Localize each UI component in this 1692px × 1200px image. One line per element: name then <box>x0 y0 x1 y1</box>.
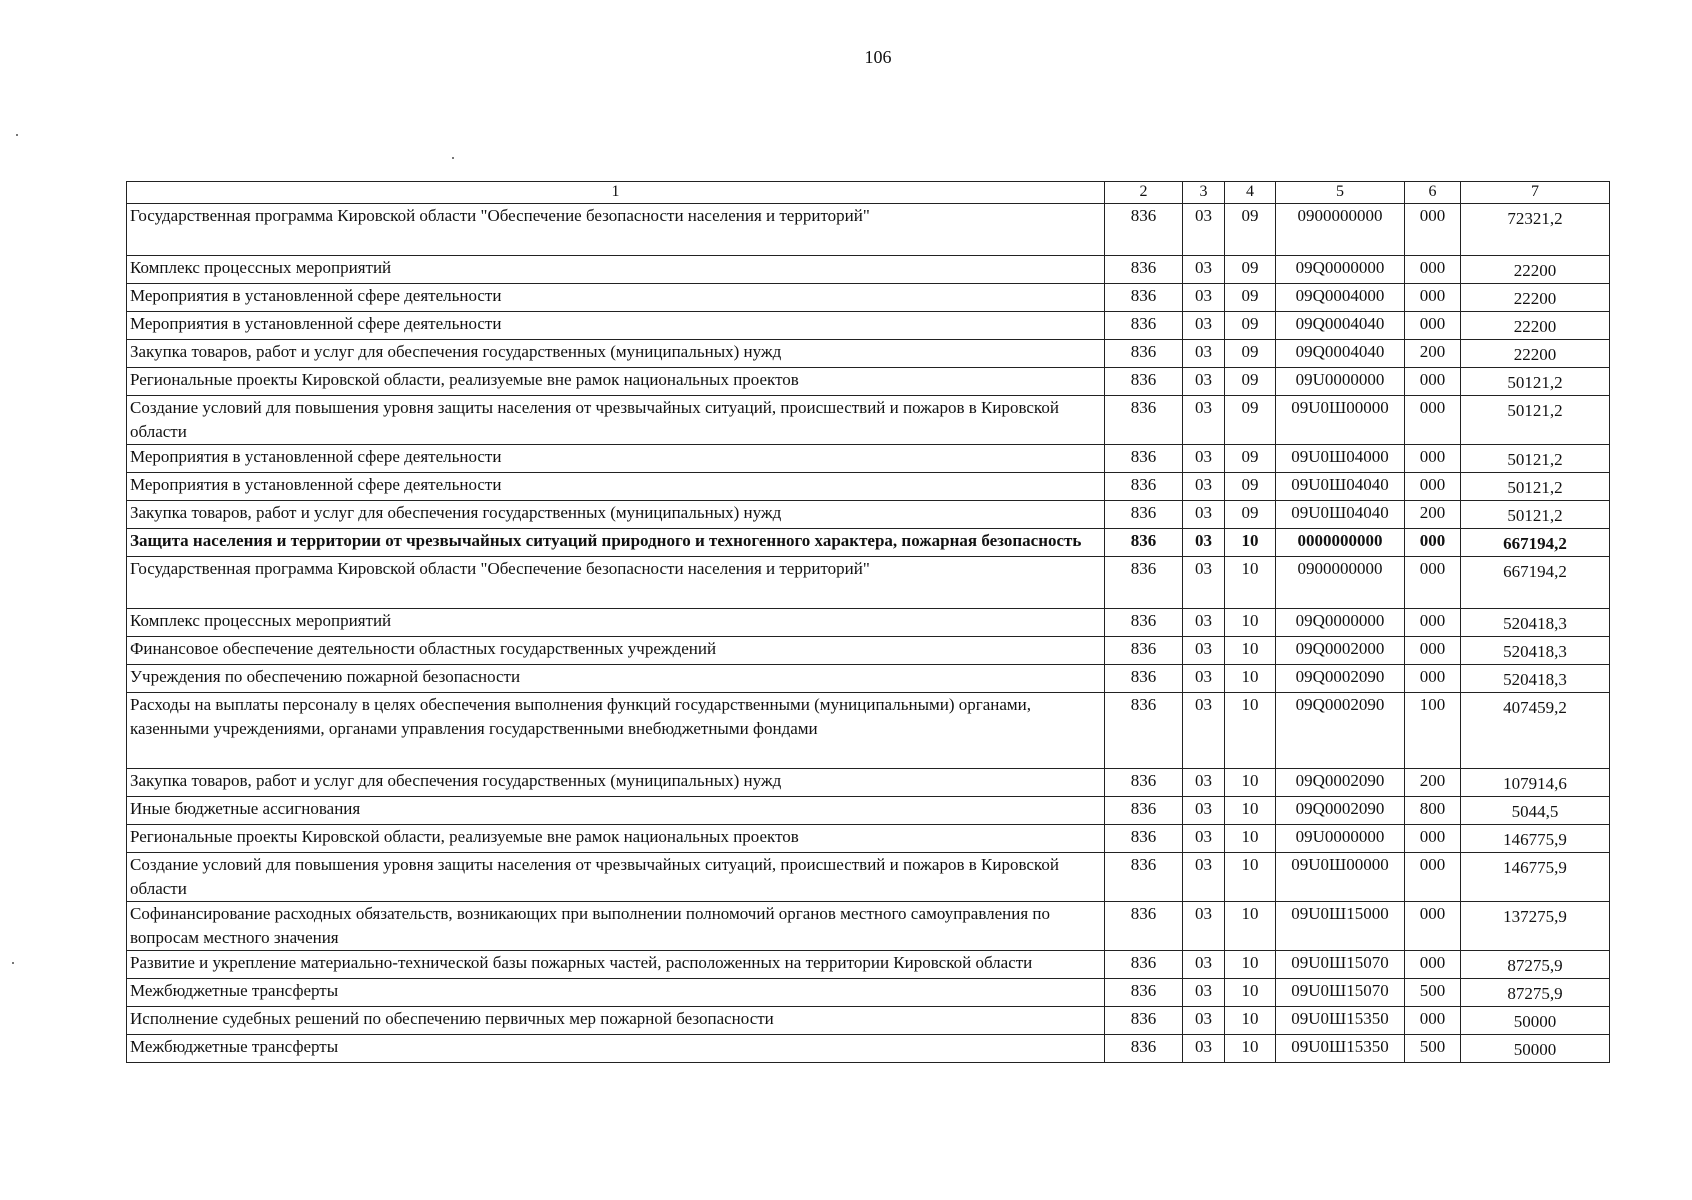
table-row <box>127 445 1610 473</box>
section-code: 03 <box>1183 902 1225 951</box>
expense-type-code: 000 <box>1405 902 1461 951</box>
section-code: 03 <box>1183 769 1225 797</box>
expense-type-code: 200 <box>1405 769 1461 797</box>
section-code: 03 <box>1183 797 1225 825</box>
column-header: 7 <box>1461 182 1610 204</box>
expense-type-code: 100 <box>1405 693 1461 769</box>
chapter-code: 836 <box>1105 797 1183 825</box>
amount: 72321,2 <box>1461 204 1610 256</box>
section-code: 03 <box>1183 609 1225 637</box>
subsection-code: 10 <box>1225 637 1276 665</box>
chapter-code: 836 <box>1105 368 1183 396</box>
row-name: Закупка товаров, работ и услуг для обеспечения государственных (муниципальных) нужд <box>127 501 1105 529</box>
amount: 50121,2 <box>1461 501 1610 529</box>
amount: 22200 <box>1461 312 1610 340</box>
amount: 50121,2 <box>1461 396 1610 445</box>
target-article-code: 09U0000000 <box>1276 825 1405 853</box>
subsection-code: 10 <box>1225 951 1276 979</box>
subsection-code: 10 <box>1225 665 1276 693</box>
section-code: 03 <box>1183 445 1225 473</box>
row-name: Мероприятия в установленной сфере деятельности <box>127 284 1105 312</box>
subsection-code: 10 <box>1225 1007 1276 1035</box>
section-code: 03 <box>1183 693 1225 769</box>
section-code: 03 <box>1183 396 1225 445</box>
target-article-code: 09U0Ш15070 <box>1276 979 1405 1007</box>
chapter-code: 836 <box>1105 1007 1183 1035</box>
amount: 5044,5 <box>1461 797 1610 825</box>
target-article-code: 09Q0002090 <box>1276 693 1405 769</box>
section-code: 03 <box>1183 473 1225 501</box>
amount: 50121,2 <box>1461 445 1610 473</box>
subsection-code: 09 <box>1225 396 1276 445</box>
target-article-code: 09Q0002090 <box>1276 769 1405 797</box>
target-article-code: 09U0Ш15000 <box>1276 902 1405 951</box>
target-article-code: 0000000000 <box>1276 529 1405 557</box>
target-article-code: 09U0Ш15070 <box>1276 951 1405 979</box>
target-article-code: 09Q0004000 <box>1276 284 1405 312</box>
expense-type-code: 000 <box>1405 445 1461 473</box>
expense-type-code: 000 <box>1405 637 1461 665</box>
subsection-code: 10 <box>1225 902 1276 951</box>
chapter-code: 836 <box>1105 665 1183 693</box>
amount: 667194,2 <box>1461 529 1610 557</box>
section-code: 03 <box>1183 1007 1225 1035</box>
target-article-code: 09Q0000000 <box>1276 609 1405 637</box>
chapter-code: 836 <box>1105 340 1183 368</box>
row-name: Исполнение судебных решений по обеспечению первичных мер пожарной безопасности <box>127 1007 1105 1035</box>
row-name: Учреждения по обеспечению пожарной безопасности <box>127 665 1105 693</box>
expense-type-code: 200 <box>1405 501 1461 529</box>
expense-type-code: 000 <box>1405 951 1461 979</box>
amount: 520418,3 <box>1461 609 1610 637</box>
chapter-code: 836 <box>1105 396 1183 445</box>
expense-type-code: 000 <box>1405 853 1461 902</box>
expense-type-code: 000 <box>1405 1007 1461 1035</box>
section-code: 03 <box>1183 501 1225 529</box>
row-name: Создание условий для повышения уровня защиты населения от чрезвычайных ситуаций, происшествий и пожаров в Кировской области <box>127 396 1105 445</box>
amount: 22200 <box>1461 284 1610 312</box>
section-code: 03 <box>1183 853 1225 902</box>
chapter-code: 836 <box>1105 445 1183 473</box>
column-header: 1 <box>127 182 1105 204</box>
row-name: Расходы на выплаты персоналу в целях обеспечения выполнения функций государственными (муниципальными) органами, казенными учреждениями, органами управления государственными внебюджетными фондами <box>127 693 1105 769</box>
row-name: Мероприятия в установленной сфере деятельности <box>127 473 1105 501</box>
target-article-code: 09U0Ш15350 <box>1276 1035 1405 1063</box>
target-article-code: 09Q0004040 <box>1276 340 1405 368</box>
expense-type-code: 000 <box>1405 473 1461 501</box>
chapter-code: 836 <box>1105 769 1183 797</box>
section-code: 03 <box>1183 665 1225 693</box>
subsection-code: 09 <box>1225 284 1276 312</box>
table-row <box>127 825 1610 853</box>
subsection-code: 09 <box>1225 445 1276 473</box>
amount: 520418,3 <box>1461 665 1610 693</box>
row-name: Мероприятия в установленной сфере деятельности <box>127 445 1105 473</box>
target-article-code: 09U0000000 <box>1276 368 1405 396</box>
expense-type-code: 000 <box>1405 609 1461 637</box>
expense-type-code: 000 <box>1405 529 1461 557</box>
chapter-code: 836 <box>1105 204 1183 256</box>
column-header: 3 <box>1183 182 1225 204</box>
amount: 50000 <box>1461 1035 1610 1063</box>
subsection-code: 09 <box>1225 473 1276 501</box>
chapter-code: 836 <box>1105 529 1183 557</box>
target-article-code: 09Q0002090 <box>1276 797 1405 825</box>
table-row <box>127 529 1610 557</box>
amount: 137275,9 <box>1461 902 1610 951</box>
subsection-code: 10 <box>1225 1035 1276 1063</box>
table-row <box>127 1007 1610 1035</box>
column-header: 5 <box>1276 182 1405 204</box>
chapter-code: 836 <box>1105 902 1183 951</box>
expense-type-code: 000 <box>1405 312 1461 340</box>
table-row <box>127 951 1610 979</box>
subsection-code: 09 <box>1225 312 1276 340</box>
chapter-code: 836 <box>1105 1035 1183 1063</box>
target-article-code: 09U0Ш00000 <box>1276 853 1405 902</box>
subsection-code: 10 <box>1225 825 1276 853</box>
table-row <box>127 853 1610 902</box>
table-row <box>127 979 1610 1007</box>
table-row <box>127 312 1610 340</box>
row-name: Закупка товаров, работ и услуг для обеспечения государственных (муниципальных) нужд <box>127 340 1105 368</box>
amount: 520418,3 <box>1461 637 1610 665</box>
amount: 22200 <box>1461 340 1610 368</box>
expense-type-code: 800 <box>1405 797 1461 825</box>
subsection-code: 10 <box>1225 769 1276 797</box>
scan-speck <box>16 134 18 136</box>
row-name: Межбюджетные трансферты <box>127 979 1105 1007</box>
row-name: Региональные проекты Кировской области, реализуемые вне рамок национальных проектов <box>127 368 1105 396</box>
table-row <box>127 368 1610 396</box>
target-article-code: 0900000000 <box>1276 204 1405 256</box>
chapter-code: 836 <box>1105 473 1183 501</box>
chapter-code: 836 <box>1105 825 1183 853</box>
section-code: 03 <box>1183 825 1225 853</box>
row-name: Мероприятия в установленной сфере деятельности <box>127 312 1105 340</box>
column-header: 2 <box>1105 182 1183 204</box>
target-article-code: 09U0Ш15350 <box>1276 1007 1405 1035</box>
subsection-code: 09 <box>1225 340 1276 368</box>
table-row <box>127 557 1610 609</box>
table-row <box>127 473 1610 501</box>
section-code: 03 <box>1183 204 1225 256</box>
target-article-code: 09Q0004040 <box>1276 312 1405 340</box>
target-article-code: 09Q0000000 <box>1276 256 1405 284</box>
table-row <box>127 501 1610 529</box>
subsection-code: 10 <box>1225 609 1276 637</box>
section-code: 03 <box>1183 557 1225 609</box>
table-row <box>127 769 1610 797</box>
expense-type-code: 000 <box>1405 204 1461 256</box>
section-code: 03 <box>1183 340 1225 368</box>
chapter-code: 836 <box>1105 853 1183 902</box>
target-article-code: 09Q0002000 <box>1276 637 1405 665</box>
row-name: Закупка товаров, работ и услуг для обеспечения государственных (муниципальных) нужд <box>127 769 1105 797</box>
table-row <box>127 902 1610 951</box>
table-row <box>127 396 1610 445</box>
row-name: Государственная программа Кировской области "Обеспечение безопасности населения и территорий" <box>127 557 1105 609</box>
table-row <box>127 637 1610 665</box>
column-header: 4 <box>1225 182 1276 204</box>
row-name: Региональные проекты Кировской области, реализуемые вне рамок национальных проектов <box>127 825 1105 853</box>
chapter-code: 836 <box>1105 637 1183 665</box>
section-code: 03 <box>1183 979 1225 1007</box>
section-code: 03 <box>1183 637 1225 665</box>
target-article-code: 0900000000 <box>1276 557 1405 609</box>
expense-type-code: 000 <box>1405 665 1461 693</box>
row-name: Софинансирование расходных обязательств, возникающих при выполнении полномочий органов местного самоуправления по вопросам местного значения <box>127 902 1105 951</box>
section-code: 03 <box>1183 368 1225 396</box>
row-name: Государственная программа Кировской области "Обеспечение безопасности населения и территорий" <box>127 204 1105 256</box>
row-name: Комплекс процессных мероприятий <box>127 256 1105 284</box>
chapter-code: 836 <box>1105 979 1183 1007</box>
chapter-code: 836 <box>1105 284 1183 312</box>
amount: 667194,2 <box>1461 557 1610 609</box>
table-row <box>127 1035 1610 1063</box>
amount: 107914,6 <box>1461 769 1610 797</box>
subsection-code: 10 <box>1225 979 1276 1007</box>
amount: 146775,9 <box>1461 825 1610 853</box>
chapter-code: 836 <box>1105 256 1183 284</box>
expense-type-code: 000 <box>1405 396 1461 445</box>
amount: 87275,9 <box>1461 951 1610 979</box>
subsection-code: 10 <box>1225 693 1276 769</box>
expense-type-code: 000 <box>1405 557 1461 609</box>
section-code: 03 <box>1183 951 1225 979</box>
target-article-code: 09U0Ш04000 <box>1276 445 1405 473</box>
subsection-code: 09 <box>1225 501 1276 529</box>
table-row <box>127 256 1610 284</box>
table-row <box>127 693 1610 769</box>
row-name: Иные бюджетные ассигнования <box>127 797 1105 825</box>
chapter-code: 836 <box>1105 312 1183 340</box>
scan-speck <box>12 962 14 964</box>
column-header: 6 <box>1405 182 1461 204</box>
table-row <box>127 609 1610 637</box>
expense-type-code: 000 <box>1405 368 1461 396</box>
header-row <box>127 182 1610 204</box>
section-code: 03 <box>1183 529 1225 557</box>
amount: 50121,2 <box>1461 368 1610 396</box>
row-name: Защита населения и территории от чрезвычайных ситуаций природного и техногенного характера, пожарная безопасность <box>127 529 1105 557</box>
subsection-code: 10 <box>1225 797 1276 825</box>
expense-type-code: 500 <box>1405 979 1461 1007</box>
row-name: Создание условий для повышения уровня защиты населения от чрезвычайных ситуаций, происшествий и пожаров в Кировской области <box>127 853 1105 902</box>
page-number: 106 <box>864 47 892 67</box>
amount: 50121,2 <box>1461 473 1610 501</box>
target-article-code: 09U0Ш00000 <box>1276 396 1405 445</box>
scan-speck <box>452 157 454 159</box>
budget-table <box>126 181 1610 1063</box>
table-body <box>127 204 1610 1063</box>
amount: 146775,9 <box>1461 853 1610 902</box>
subsection-code: 10 <box>1225 557 1276 609</box>
amount: 87275,9 <box>1461 979 1610 1007</box>
row-name: Финансовое обеспечение деятельности областных государственных учреждений <box>127 637 1105 665</box>
expense-type-code: 000 <box>1405 284 1461 312</box>
section-code: 03 <box>1183 256 1225 284</box>
expense-type-code: 500 <box>1405 1035 1461 1063</box>
subsection-code: 09 <box>1225 204 1276 256</box>
amount: 50000 <box>1461 1007 1610 1035</box>
subsection-code: 10 <box>1225 853 1276 902</box>
subsection-code: 09 <box>1225 256 1276 284</box>
expense-type-code: 200 <box>1405 340 1461 368</box>
expense-type-code: 000 <box>1405 825 1461 853</box>
target-article-code: 09U0Ш04040 <box>1276 473 1405 501</box>
chapter-code: 836 <box>1105 951 1183 979</box>
table-row <box>127 797 1610 825</box>
section-code: 03 <box>1183 1035 1225 1063</box>
chapter-code: 836 <box>1105 609 1183 637</box>
amount: 407459,2 <box>1461 693 1610 769</box>
chapter-code: 836 <box>1105 501 1183 529</box>
row-name: Комплекс процессных мероприятий <box>127 609 1105 637</box>
subsection-code: 10 <box>1225 529 1276 557</box>
target-article-code: 09U0Ш04040 <box>1276 501 1405 529</box>
row-name: Межбюджетные трансферты <box>127 1035 1105 1063</box>
amount: 22200 <box>1461 256 1610 284</box>
section-code: 03 <box>1183 284 1225 312</box>
table-row <box>127 340 1610 368</box>
table-row <box>127 665 1610 693</box>
section-code: 03 <box>1183 312 1225 340</box>
target-article-code: 09Q0002090 <box>1276 665 1405 693</box>
chapter-code: 836 <box>1105 693 1183 769</box>
chapter-code: 836 <box>1105 557 1183 609</box>
table-row <box>127 284 1610 312</box>
table-row <box>127 204 1610 256</box>
subsection-code: 09 <box>1225 368 1276 396</box>
row-name: Развитие и укрепление материально-технической базы пожарных частей, расположенных на территории Кировской области <box>127 951 1105 979</box>
expense-type-code: 000 <box>1405 256 1461 284</box>
